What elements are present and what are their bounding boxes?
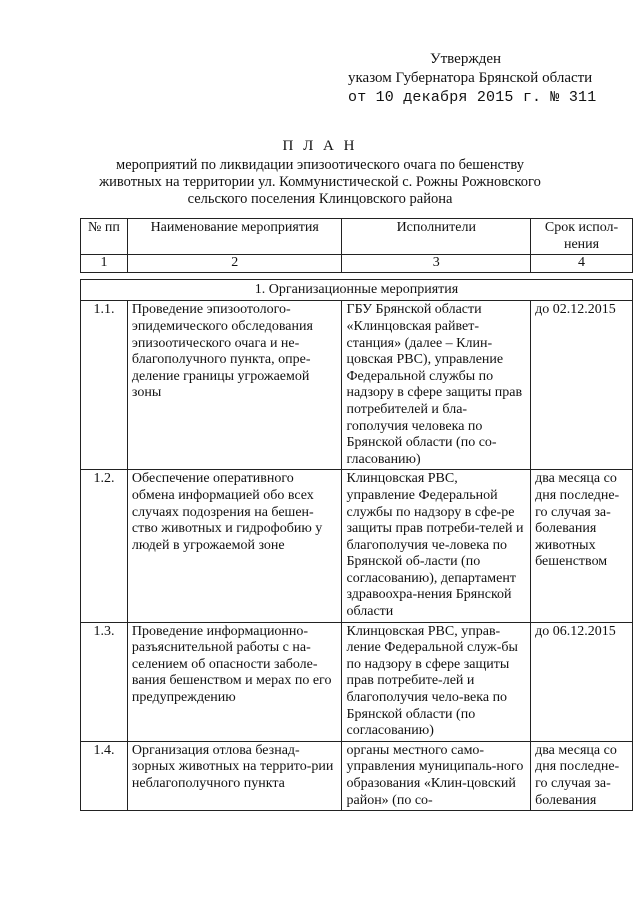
section-title: 1. Организационные мероприятия <box>81 279 633 301</box>
column-number: 1 <box>81 255 128 273</box>
column-number: 4 <box>531 255 633 273</box>
row-term: два месяца со дня последне-го случая за-болевания <box>531 741 633 810</box>
column-number: 3 <box>342 255 531 273</box>
approval-authority: указом Губернатора Брянской области <box>348 70 593 86</box>
document-title: П Л А Н <box>282 138 358 154</box>
table-row <box>81 470 633 622</box>
approval-date-number: от 10 декабря 2015 г. № 311 <box>348 89 597 106</box>
row-term: до 06.12.2015 <box>531 622 633 741</box>
document-subtitle: мероприятий по ликвидации эпизоотического очага по бешенству животных на территории ул. Коммунистической с. Рожны Рожновского сельского поселения Клинцовского района <box>99 157 541 207</box>
table-header-row <box>81 219 633 255</box>
row-number: 1.1. <box>81 301 128 470</box>
row-term: до 02.12.2015 <box>531 301 633 470</box>
header-term: Срок испол-нения <box>531 219 633 255</box>
row-measure: Проведение информационно-разъяснительной работы с на-селением об опасности заболе-вания бешенством и мерах по его предупреждению <box>127 622 342 741</box>
column-number: 2 <box>127 255 342 273</box>
row-measure: Обеспечение оперативного обмена информацией обо всех случаях подозрения на бешен-ство животных и гидрофобию у людей в угрожаемой зоне <box>127 470 342 622</box>
header-executors: Исполнители <box>342 219 531 255</box>
approval-block <box>348 50 596 107</box>
row-executors: Клинцовская РВС, управ-ление Федеральной служ-бы по надзору в сфере защиты прав потребите-лей и благополучия чело-века по Брянской области (по согласованию) <box>342 622 531 741</box>
measures-table <box>80 218 633 811</box>
row-number: 1.3. <box>81 622 128 741</box>
spacer-row <box>81 272 633 279</box>
row-term: два месяца со дня последне-го случая за-болевания животных бешенством <box>531 470 633 622</box>
row-measure: Организация отлова безнад-зорных животных на террито-рии неблагополучного пункта <box>127 741 342 810</box>
row-measure: Проведение эпизоотолого-эпидемического обследования эпизоотического очага и не-благополучного пункта, опре-деление границы угрожаемой зоны <box>127 301 342 470</box>
table-row <box>81 741 633 810</box>
section-row <box>81 279 633 301</box>
header-measure: Наименование мероприятия <box>127 219 342 255</box>
table-row <box>81 622 633 741</box>
approval-label: Утвержден <box>430 51 502 67</box>
table-row <box>81 301 633 470</box>
row-executors: ГБУ Брянской области «Клинцовская райвет-станция» (далее – Клин-цовская РВС), управление Федеральной службы по надзору в сфере защиты прав потребителей и бла-гополучия человека по Брянской области (по со-гласованию) <box>342 301 531 470</box>
column-numbers-row <box>81 255 633 273</box>
header-number: № пп <box>81 219 128 255</box>
row-number: 1.4. <box>81 741 128 810</box>
row-executors: органы местного само-управления муниципаль-ного образования «Клин-цовский район» (по со- <box>342 741 531 810</box>
row-executors: Клинцовская РВС, управление Федеральной службы по надзору в сфе-ре защиты прав потреби-телей и благополучия че-ловека по Брянской об-ласти (по согласованию), департамент здравоохра-нения Брянской области <box>342 470 531 622</box>
row-number: 1.2. <box>81 470 128 622</box>
